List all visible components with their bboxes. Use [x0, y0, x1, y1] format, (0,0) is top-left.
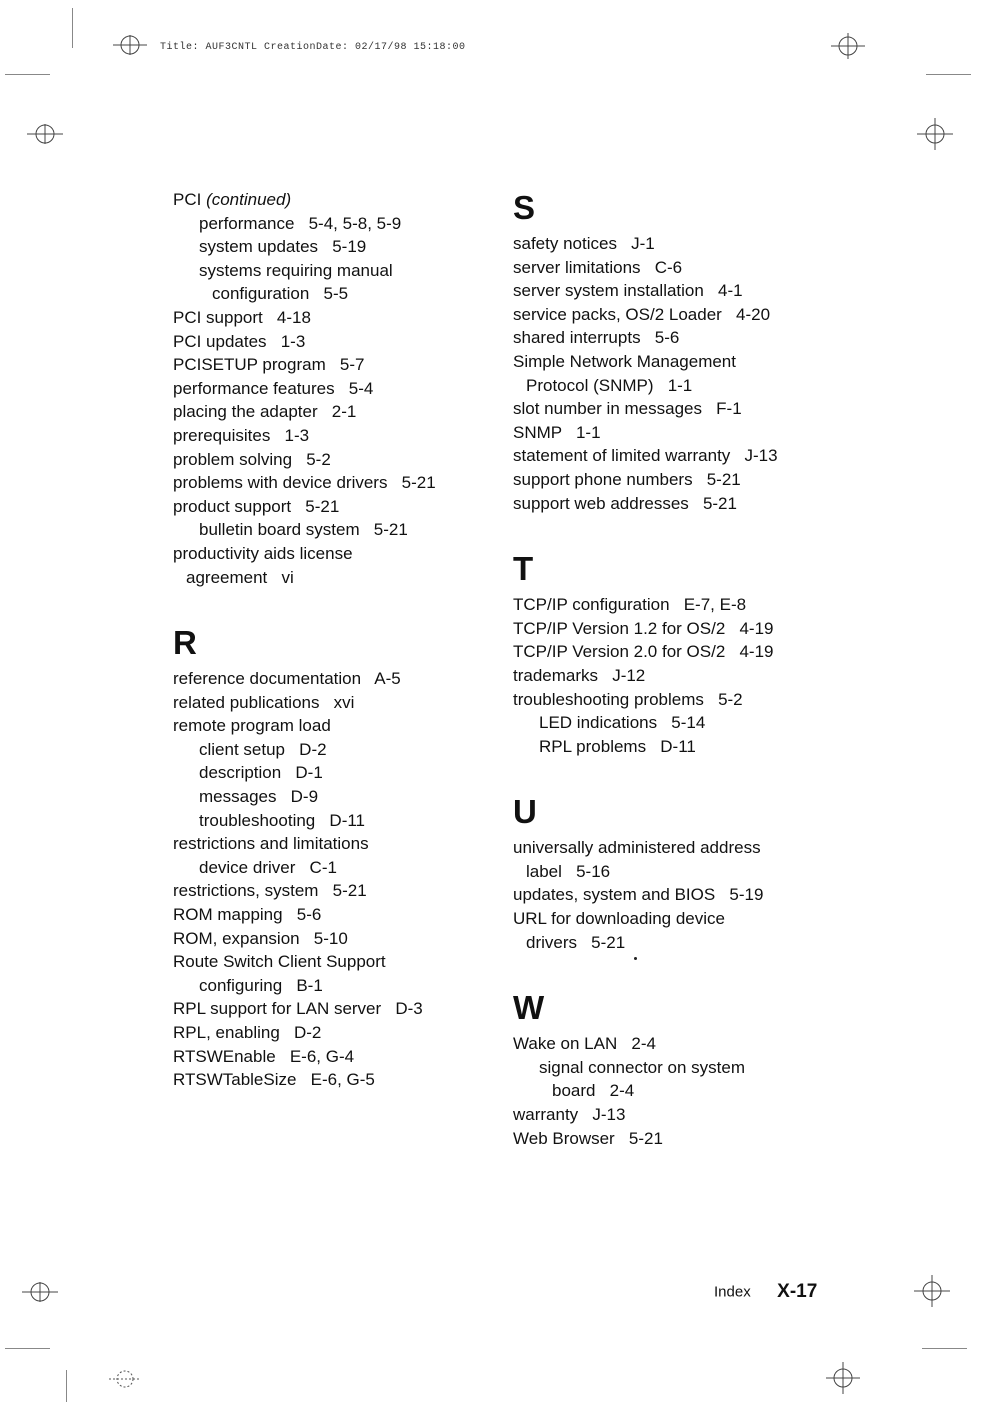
- index-entry: [173, 667, 493, 691]
- index-entry-text: Protocol (SNMP) 1-1: [526, 375, 693, 395]
- index-entry-text: productivity aids license: [173, 543, 353, 563]
- index-entry: [513, 350, 853, 374]
- index-entry: [173, 282, 493, 306]
- index-entry: [173, 832, 493, 856]
- index-column-right: [513, 188, 853, 1150]
- index-entry-text: RTSWEnable E-6, G-4: [173, 1046, 355, 1066]
- footer-section-label: Index: [714, 1283, 751, 1301]
- index-entry: [513, 1032, 853, 1056]
- index-entry-text: configuration 5-5: [212, 284, 349, 304]
- index-entry-text: Web Browser 5-21: [513, 1128, 663, 1148]
- index-entry-text: URL for downloading device: [513, 909, 725, 929]
- index-entry-text: related publications xvi: [173, 692, 355, 712]
- index-entry-text: server limitations C-6: [513, 257, 683, 277]
- crop-mark: [926, 74, 971, 75]
- index-entry: [513, 836, 853, 860]
- index-subentry: [173, 974, 493, 998]
- index-entry: [173, 542, 493, 566]
- crop-mark: [5, 74, 50, 75]
- index-entry: [513, 232, 853, 256]
- index-entry-text: support phone numbers 5-21: [513, 469, 741, 489]
- index-entry: [173, 471, 493, 495]
- registration-mark-icon: [914, 1275, 950, 1307]
- index-entry: [513, 664, 853, 688]
- index-letter-heading: S: [513, 189, 536, 226]
- registration-mark-icon: [109, 1365, 141, 1393]
- index-entry-text: PCI updates 1-3: [173, 331, 306, 351]
- index-entry: [173, 903, 493, 927]
- index-entry-text: prerequisites 1-3: [173, 425, 310, 445]
- index-letter-heading: U: [513, 793, 537, 831]
- index-subentry: [173, 856, 493, 880]
- index-subentry: [513, 735, 853, 759]
- index-entry-text: safety notices J-1: [513, 234, 655, 253]
- index-entry-text: troubleshooting problems 5-2: [513, 689, 743, 709]
- index-entry-text: bulletin board system 5-21: [199, 520, 408, 540]
- index-entry: [513, 397, 853, 421]
- index-entry: [173, 448, 493, 472]
- index-entry: [513, 444, 853, 468]
- index-entry: [513, 303, 853, 327]
- registration-mark-icon: [917, 118, 953, 150]
- index-entry: [513, 256, 853, 280]
- index-subentry: [173, 785, 493, 809]
- section-gap: [173, 589, 493, 611]
- index-entry-text: systems requiring manual: [199, 260, 393, 280]
- continued-note: (continued): [206, 190, 292, 209]
- index-entry-text: TCP/IP Version 1.2 for OS/2 4-19: [513, 618, 774, 638]
- index-entry: [513, 617, 853, 641]
- registration-mark-icon: [113, 33, 147, 57]
- index-entry: [513, 860, 853, 884]
- index-entry-text: placing the adapter 2-1: [173, 402, 357, 422]
- index-entry-text: signal connector on system: [539, 1057, 745, 1077]
- index-entry: [513, 279, 853, 303]
- index-entry: [513, 883, 853, 907]
- index-subentry: [173, 235, 493, 259]
- index-entry-text: trademarks J-12: [513, 665, 646, 685]
- index-entry: [173, 330, 493, 354]
- index-entry-text: device driver C-1: [199, 857, 337, 877]
- index-subentry: [173, 738, 493, 762]
- index-entry: [173, 566, 493, 590]
- index-entry-text: LED indications 5-14: [539, 713, 706, 733]
- crop-mark: [5, 1348, 50, 1349]
- index-entry: [513, 593, 853, 617]
- index-entry-text: label 5-16: [526, 861, 611, 881]
- index-entry: [173, 353, 493, 377]
- index-entry: [513, 326, 853, 350]
- index-subentry: [173, 518, 493, 542]
- index-entry-text: support web addresses 5-21: [513, 493, 737, 513]
- index-entry: [513, 374, 853, 398]
- index-entry-text: messages D-9: [199, 787, 319, 807]
- index-entry-text: remote program load: [173, 716, 331, 736]
- index-entry-text: service packs, OS/2 Loader 4-20: [513, 304, 771, 324]
- index-entry: [513, 640, 853, 664]
- index-entry-text: SNMP 1-1: [513, 422, 601, 442]
- index-entry: [513, 907, 853, 931]
- index-subentry: [513, 711, 853, 735]
- index-subentry: [173, 212, 493, 236]
- registration-mark-icon: [826, 1362, 860, 1394]
- index-entry: [513, 492, 853, 516]
- index-entry: [173, 188, 493, 212]
- registration-mark-icon: [27, 120, 63, 148]
- section-gap: [513, 515, 853, 537]
- index-letter-heading: T: [513, 550, 534, 588]
- index-letter-heading: R: [173, 624, 197, 662]
- index-entry: [173, 997, 493, 1021]
- index-subentry: [173, 259, 493, 283]
- index-entry-text: universally administered address: [513, 838, 761, 858]
- index-entry-text: description D-1: [199, 763, 323, 783]
- index-entry: [173, 424, 493, 448]
- index-entry-text: reference documentation A-5: [173, 669, 401, 689]
- index-entry-text: troubleshooting D-11: [199, 810, 366, 830]
- index-entry-text: product support 5-21: [173, 496, 340, 516]
- index-entry-text: RPL problems D-11: [539, 736, 696, 756]
- index-entry: [173, 927, 493, 951]
- section-gap: [513, 954, 853, 976]
- index-entry-text: TCP/IP Version 2.0 for OS/2 4-19: [513, 642, 774, 662]
- index-entry: [513, 1103, 853, 1127]
- index-entry-text: ROM mapping 5-6: [173, 905, 322, 925]
- index-entry: [513, 1127, 853, 1151]
- index-entry-text: PCI support 4-18: [173, 307, 311, 327]
- index-entry-text: updates, system and BIOS 5-19: [513, 885, 764, 905]
- index-entry-text: problems with device drivers 5-21: [173, 473, 436, 493]
- index-entry-text: statement of limited warranty J-13: [513, 446, 778, 466]
- index-entry: [173, 1021, 493, 1045]
- index-subentry: [513, 1056, 853, 1080]
- index-entry-text: slot number in messages F-1: [513, 399, 742, 419]
- index-entry-text: PCI: [173, 190, 207, 209]
- index-entry: [513, 931, 853, 955]
- index-entry-text: performance features 5-4: [173, 378, 374, 398]
- index-subentry: [173, 809, 493, 833]
- index-entry-text: server system installation 4-1: [513, 281, 743, 301]
- index-entry-text: client setup D-2: [199, 739, 327, 759]
- crop-mark: [922, 1348, 967, 1349]
- index-letter-heading: W: [513, 989, 545, 1027]
- index-entry-text: RPL, enabling D-2: [173, 1023, 322, 1042]
- index-entry-text: board 2-4: [552, 1081, 635, 1101]
- index-entry-text: ROM, expansion 5-10: [173, 928, 348, 948]
- index-entry-text: problem solving 5-2: [173, 449, 331, 469]
- index-entry-text: Wake on LAN 2-4: [513, 1034, 656, 1054]
- index-entry: [173, 306, 493, 330]
- registration-mark-icon: [22, 1278, 58, 1306]
- index-entry-text: PCISETUP program 5-7: [173, 355, 365, 375]
- print-header: Title: AUF3CNTL CreationDate: 02/17/98 15:18:00: [160, 42, 466, 53]
- index-entry-text: performance 5-4, 5-8, 5-9: [199, 213, 402, 233]
- index-entry: [173, 714, 493, 738]
- index-entry-text: agreement vi: [186, 567, 294, 587]
- index-entry-text: restrictions and limitations: [173, 834, 369, 854]
- page-footer: [714, 1281, 817, 1303]
- index-entry-text: configuring B-1: [199, 975, 323, 995]
- index-entry-text: TCP/IP configuration E-7, E-8: [513, 595, 747, 615]
- index-entry-text: restrictions, system 5-21: [173, 881, 367, 901]
- index-entry: [173, 400, 493, 424]
- index-entry: [513, 1079, 853, 1103]
- index-column-left: [173, 188, 493, 1092]
- index-entry: [513, 468, 853, 492]
- section-gap: [513, 758, 853, 780]
- index-entry: [173, 1045, 493, 1069]
- crop-mark: [66, 1370, 67, 1402]
- index-entry: [173, 495, 493, 519]
- index-subentry: [173, 761, 493, 785]
- index-entry: [173, 1068, 493, 1092]
- index-entry-text: Route Switch Client Support: [173, 952, 386, 972]
- page-number: X-17: [777, 1281, 818, 1302]
- index-entry: [173, 950, 493, 974]
- index-entry: [173, 377, 493, 401]
- index-entry-text: RPL support for LAN server D-3: [173, 999, 423, 1019]
- index-entry: [513, 688, 853, 712]
- index-entry: [513, 421, 853, 445]
- index-entry-text: system updates 5-19: [199, 237, 367, 257]
- index-entry: [173, 691, 493, 715]
- index-entry-text: warranty J-13: [513, 1105, 626, 1125]
- index-entry-text: shared interrupts 5-6: [513, 328, 680, 348]
- crop-mark: [72, 8, 73, 48]
- index-entry-text: drivers 5-21: [526, 932, 626, 952]
- index-entry-text: RTSWTableSize E-6, G-5: [173, 1070, 375, 1090]
- index-entry-text: Simple Network Management: [513, 351, 736, 371]
- registration-mark-icon: [831, 33, 865, 59]
- index-entry: [173, 879, 493, 903]
